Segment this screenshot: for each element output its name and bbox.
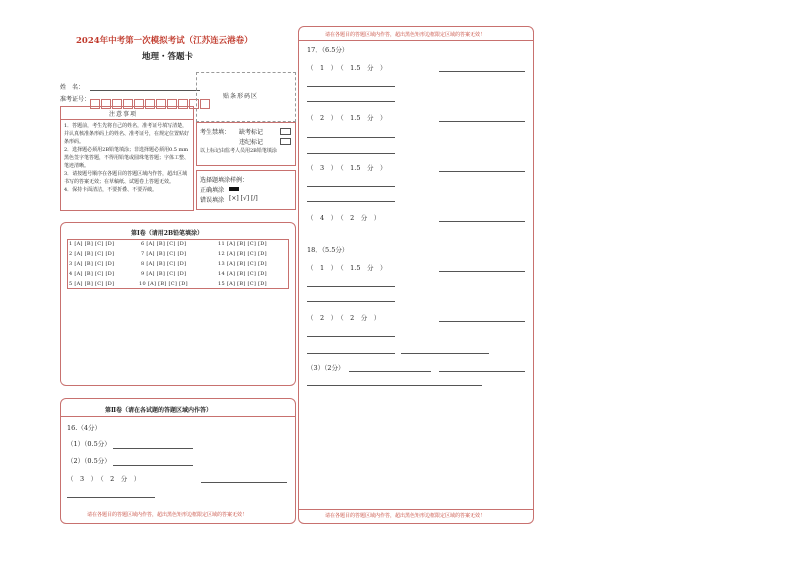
mc-row[interactable]: 5 [A] [B] [C] [D] [69,281,115,287]
mc-row[interactable]: 6 [A] [B] [C] [D] [141,241,187,247]
q16-label: 16.（4分） [67,424,101,432]
note-item: 2．选择题必须用2B铅笔填涂；非选择题必须用0.5 mm黑色签字笔答题，不得用铅笔或圆珠笔答题；字体工整、笔迹清晰。 [64,147,190,169]
notes-list [64,122,190,194]
fill-wrong-marks: [×] [√] [/] [229,195,258,202]
q17-2-label: （ 2 ） （ 1.5 分 ） [307,114,387,122]
q17-label: 17．（6.5分） [307,46,349,54]
q16-3-answer-line-2[interactable] [67,497,155,498]
q17-2-line[interactable] [439,121,525,122]
part1-title: 第Ⅰ卷（请用2B铅笔填涂） [131,230,204,237]
mc-row[interactable]: 11 [A] [B] [C] [D] [218,241,267,247]
exam-status-note: 以上标记由监考人员用2B铅笔填涂 [200,148,277,154]
fill-example-box [196,170,296,210]
mc-row[interactable]: 9 [A] [B] [C] [D] [141,271,187,277]
mc-row[interactable]: 3 [A] [B] [C] [D] [69,261,115,267]
q16-1-label: （1）（0.5分） [67,440,111,448]
exam-status-label: 考生禁填： [200,129,231,136]
q18-1-label: （ 1 ） （ 1.5 分 ） [307,264,387,272]
q17-1-label: （ 1 ） （ 1.5 分 ） [307,64,387,72]
fill-example-heading: 选择题填涂样例： [200,177,249,184]
part1-box [60,222,296,386]
name-field[interactable] [90,90,200,91]
q16-1-answer-line[interactable] [113,448,193,449]
right-warning-bottom: 请在各题目的答题区域内作答，超出黑色矩形边框限定区域的答案无效！ [325,513,486,519]
q16-3-answer-line[interactable] [201,482,287,483]
q17-2-line-3[interactable] [307,153,395,154]
id-label: 准考证号： [60,96,91,103]
q17-1-line-3[interactable] [307,101,395,102]
absent-label: 缺考标记 [239,129,264,136]
part2-title: 第Ⅱ卷（请在各试题的答题区域内作答） [105,407,213,414]
mc-row[interactable]: 7 [A] [B] [C] [D] [141,251,187,257]
q18-1-line-3[interactable] [307,301,395,302]
q18-2-label: （ 2 ） （ 2 分 ） [307,314,381,322]
q17-3-label: （ 3 ） （ 1.5 分 ） [307,164,387,172]
mc-row[interactable]: 14 [A] [B] [C] [D] [218,271,267,277]
barcode-area [196,72,296,122]
notes-box [60,106,194,211]
note-item: 4．保持卡面清洁，不要折叠、不要弄破。 [64,187,158,193]
q17-3-line-2[interactable] [307,186,395,187]
right-warning-top: 请在各题目的答题区域内作答，超出黑色矩形边框限定区域的答案无效！ [325,32,486,38]
note-item: 1．答题前，考生先将自己的姓名，准考证号填写清楚，并认真核准条形码上的姓名、准考证号，在规定位置贴好条形码。 [64,123,190,145]
q17-1-line[interactable] [439,71,525,72]
q18-2-line-2[interactable] [307,336,395,337]
mc-row[interactable]: 1 [A] [B] [C] [D] [69,241,115,247]
notes-heading: 注意事项 [109,111,138,118]
mc-row[interactable]: 2 [A] [B] [C] [D] [69,251,115,257]
q16-3-label: （ 3 ） （ 2 分 ） [67,475,141,483]
q18-3-line-2[interactable] [439,371,525,372]
name-label: 姓 名： [60,84,85,91]
q17-4-label: （ 4 ） （ 2 分 ） [307,214,381,222]
mc-row[interactable]: 10 [A] [B] [C] [D] [139,281,188,287]
mc-row[interactable]: 4 [A] [B] [C] [D] [69,271,115,277]
q18-label: 18．（5.5分） [307,246,349,254]
q18-1-line[interactable] [439,271,525,272]
absent-checkbox[interactable] [280,128,291,135]
filled-mark-icon [229,187,239,191]
part2-box [60,398,296,524]
q16-2-answer-line[interactable] [113,465,193,466]
note-item: 3．请按题号顺序在各题目的答题区域内作答，超出区域书写的答案无效；在草稿纸、试题卷上答题无效。 [64,171,188,185]
fill-wrong-label: 错误填涂 [200,197,225,204]
part2-warning: 请在各题目的答题区域内作答，超出黑色矩形边框限定区域的答案无效！ [87,512,248,518]
q18-1-line-2[interactable] [307,286,395,287]
q17-3-line[interactable] [439,171,525,172]
barcode-label: 贴条形码区 [223,93,259,100]
mc-row[interactable]: 13 [A] [B] [C] [D] [218,261,267,267]
q18-3-label: （3）（2分） [307,364,345,372]
q16-2-label: （2）（0.5分） [67,457,111,465]
violation-checkbox[interactable] [280,138,291,145]
q18-2-line-3[interactable] [307,353,395,354]
right-answer-box [298,26,534,524]
exam-subtitle: 地理・答题卡 [142,52,194,62]
q18-3-line[interactable] [349,371,431,372]
mc-row[interactable]: 15 [A] [B] [C] [D] [218,281,267,287]
q18-2-line[interactable] [439,321,525,322]
violation-label: 违纪标记 [239,139,264,146]
fill-correct-label: 正确填涂 [200,187,225,194]
q17-3-line-3[interactable] [307,201,395,202]
mc-row[interactable]: 8 [A] [B] [C] [D] [141,261,187,267]
mc-row[interactable]: 12 [A] [B] [C] [D] [218,251,267,257]
exam-title: 2024年中考第一次模拟考试（江苏连云港卷） [76,36,253,46]
q18-3-line-3[interactable] [307,385,482,386]
q17-1-line-2[interactable] [307,86,395,87]
exam-status-box [196,122,296,166]
q17-4-line[interactable] [439,221,525,222]
q17-2-line-2[interactable] [307,137,395,138]
q18-2-line-4[interactable] [401,353,489,354]
